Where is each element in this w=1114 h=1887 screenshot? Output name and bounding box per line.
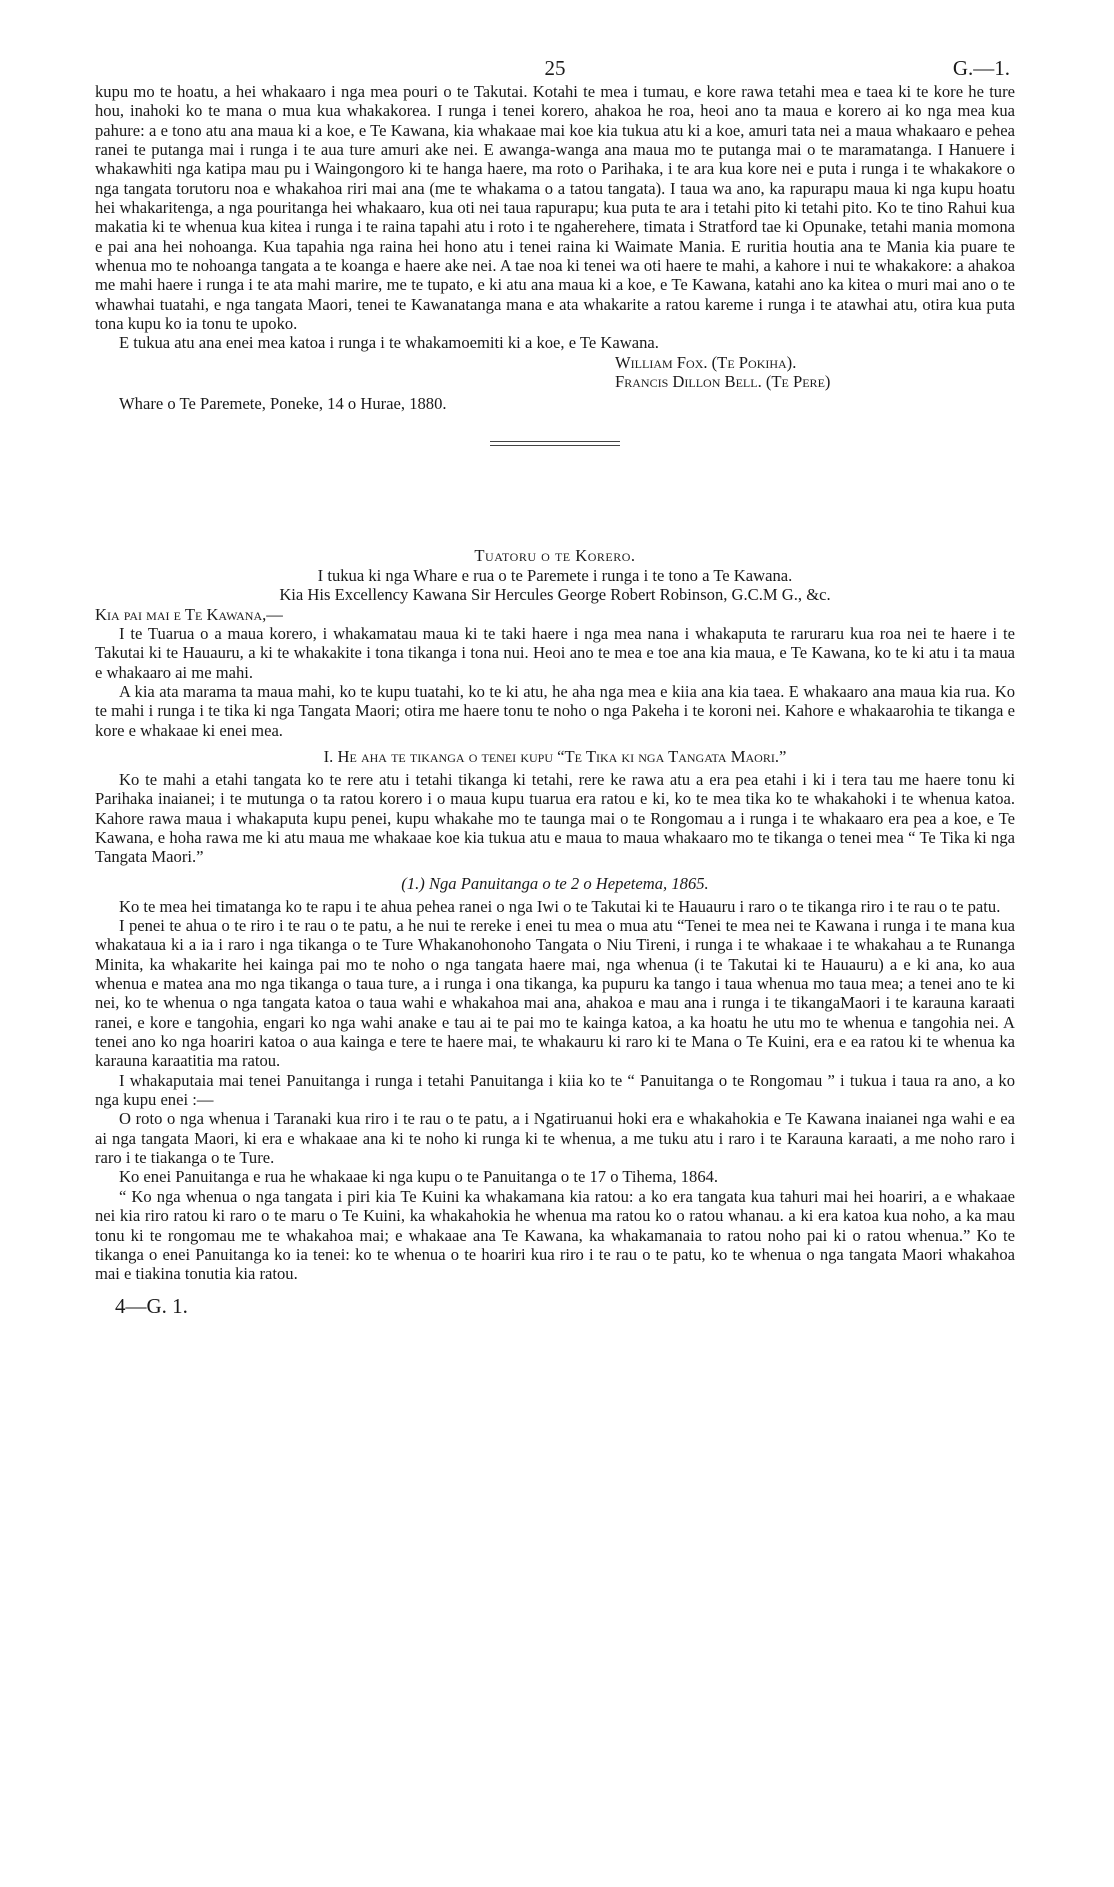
heading-2 bbox=[95, 873, 1015, 895]
place-date: Whare o Te Paremete, Poneke, 14 o Hurae, 1880. bbox=[119, 393, 447, 413]
document-code: G.—1. bbox=[952, 56, 1010, 80]
letter-paragraph-2: E tukua atu ana enei mea katoa i runga i te whakamoemiti ki a koe, e Te Kawana. bbox=[119, 333, 659, 353]
section-divider-2 bbox=[490, 445, 620, 446]
report-section bbox=[95, 546, 1015, 1284]
signature-mark: 4—G. 1. bbox=[115, 1293, 188, 1318]
page-number: 25 bbox=[544, 56, 566, 80]
report-paragraph-3: Ko te mahi a etahi tangata ko te rere atu i tetahi tikanga ki tetahi, rere ke rawa atu a era pea etahi i ki i tera tau me haere tonu ki Parihaka inaianei; i te mutunga o ta ratou korero i o maua kupu tuarua era ratou e ki, ko te mea tika ko te whakahoki i te whenua katoa. Kahore rawa maua i whakaputa kupu penei, kupu whakahe mo te taunga mai o te Rongomau a i runga i te whakaaro era pea a koe, e Te Kawana, e hoha rawa me ki atu maua me whakaae koe kia tukua atu e maua to maua whakaaro mo te tikanga o tenei mea “ Te Tika ki nga Tangata Maori.” bbox=[95, 769, 1015, 867]
section-divider bbox=[490, 441, 620, 442]
report-paragraph-6: I whakaputaia mai tenei Panuitanga i runga i tetahi Panuitanga i kiia ko te “ Panuitanga o te Rongomau ” i tukua i taua ra ano, a ko nga kupu enei :— bbox=[95, 1070, 1015, 1110]
report-subtitle: I tukua ki nga Whare e rua o te Paremete i runga i te tono a Te Kawana. bbox=[317, 565, 793, 585]
heading-2-text: (1.) Nga Panuitanga o te 2 o Hepetema, 1865. bbox=[401, 873, 709, 893]
report-paragraph-7: O roto o nga whenua i Taranaki kua riro i te rau o te patu, a i Ngatiruanui hoki era e whakahokia e Te Kawana inaianei nga wahi e ea ai nga tangata Maori, ki era e whakaae ana ki te noho ki runga ki te whenua, a me tuku atu i raro i te Karauna karaati, a me noho raro i raro i te tiakanga o te Ture. bbox=[95, 1109, 1015, 1168]
salutation: Kia pai mai e Te Kawana,— bbox=[95, 604, 283, 624]
signature-fox: William Fox. (Te Pokiha). bbox=[615, 352, 797, 372]
report-addressee: Kia His Excellency Kawana Sir Hercules George Robert Robinson, G.C.M G., &c. bbox=[279, 585, 831, 605]
document-page bbox=[95, 42, 1015, 1319]
report-paragraph-2: A kia ata marama ta maua mahi, ko te kupu tuatahi, ko te ki atu, he aha nga mea e kiia ana kia taea. E whakaaro ana maua kia rua. Ko te mahi i runga i te tika ki nga Tangata Maori; otira me haere tonu te noho o nga Pakeha i te koroni nei. Kahore e whakaarohia te tikanga e kore e whakaae ki enei mea. bbox=[95, 681, 1015, 740]
report-paragraph-1: I te Tuarua o a maua korero, i whakamatau maua ki te taki haere i nga mea nana i whakaputa te raruraru kua roa nei te haere i te Takutai ki te Hauauru, a ki te whakakite i tona tikanga i tona nui. Heoi ano te mea e toe ana kia maua, e Te Kawana, ko te ki atu i ta maua e whakaaro ai me mahi. bbox=[95, 623, 1015, 682]
report-paragraph-4: Ko te mea hei timatanga ko te rapu i te ahua pehea ranei o nga Iwi o te Takutai ki te Hauauru i raro o te tikanga riro i te rau o te patu. bbox=[119, 896, 1001, 916]
signature-bell: Francis Dillon Bell. (Te Pere) bbox=[615, 372, 831, 392]
report-paragraph-8: Ko enei Panuitanga e rua he whakaae ki nga kupu o te Panuitanga o te 17 o Tihema, 1864. bbox=[119, 1167, 719, 1187]
letter-section bbox=[95, 82, 1015, 446]
page-header bbox=[95, 42, 1015, 82]
report-title: Tuatoru o te Korero. bbox=[474, 545, 636, 565]
letter-paragraph-1: kupu mo te hoatu, a hei whakaaro i nga mea pouri o te Takutai. Kotahi te mea i tumau, e kore rawa tetahi mea e taea ki te kore he ture hou, inahoki ko te mana o mua kua whakakorea. I runga i tenei korero, ahakoa he roa, heoi ano ta maua e korero ai ko nga mea kua pahure: a e tono atu ana maua ki a koe, e Te Kawana, kia whakaae mai koe kia tukua atu ki a koe, amuri tata nei a maua whakaaro e pehea ranei te putanga mai i runga i te aua ture amuri ake nei. E awanga-wanga ana maua mo te putanga mai o te maramatanga. I Hanuere i whakawhiti nga katipa mau pu i Waingongoro ki te hanga haere, ma roto o Parihaka, i te ara kua kore nei e puta i runga i te whakakore o nga tangata torutoru noa e whakahoa riri mai ana (me te whakama o a tatou tangata). I taua wa ano, ka rapurapu maua ki nga kupu hoatu hei whakaritenga, a nga pouritanga hei whakaaro, kua oti nei taua rapurapu; kua puta te ara i tetahi pito ki tetahi pito. Ko te tino Rahui kua makatia ki te whenua kua kitea i runga i te raina tapahi atu i roto i te ngaherehere, timata i Stratford tae ki Opunake, tetahi mania momona e pai ana hei nohoanga. Kua tapahia nga raina hei hono atu i tenei raina ki Waimate Mania. E ruritia houtia ana te Mania kia puare te whenua mo te nohoanga tangata a te koanga e haere ake nei. A tae noa ki tenei wa oti haere te mahi, a kahore i nui te whakakore: a ahakoa me mahi haere i runga i te ata mahi marire, me te tupato, e ki atu ana maua ki a koe, e Te Kawana, katahi ano ka kitea o muri mai ano o te whawhai tuatahi, e nga tangata Maori, tenei te Kawanatanga mana e ata whakarite a ratou kareme i runga i te atawhai atu, otira kua puta tona kupu ko ia tonu te upoko. bbox=[95, 82, 1015, 334]
heading-1: I. He aha te tikanga o tenei kupu “Te Tika ki nga Tangata Maori.” bbox=[323, 746, 787, 766]
report-paragraph-5: I penei te ahua o te riro i te rau o te patu, a he nui te rereke i enei tu mea o mua atu “Tenei te mea nei te Kawana i runga i te mana kua whakataua ki a ia i raro i nga tikanga o te Ture Whakanohonoho Tangata o Niu Tireni, i runga i te whakaae i te whakahau a te Runanga Minita, ka whakarite hei kainga pai mo te noho o nga tangata haere mai, nga whenua (i te Takutai ki te Hauauru) a e ki ana, ko aua whenua e matea ana mo nga tikanga o taua ture, a i runga i ona tikanga, ka pupuru ka tango i taua whenua mo taua mea; a tenei ano te ki nei, ko te whenua o nga tangata katoa o taua wahi e whakahoa mai ana, ahakoa e mau ana i runga i te tikangaMaori i te karauna karaati ranei, e kore e tangohia, engari ko nga wahi anake e tau ai te pai mo te kainga katoa, a ka hoatu he utu mo te whenua e tangohia nei. A tenei ano ko nga hoariri katoa o aua kainga e tere te haere mai, te whakauru ki raro ki te Mana o Te Kuini, era e ea ratou ki te whenua ka karauna karaatitia ma ratou. bbox=[95, 916, 1015, 1071]
report-paragraph-9: “ Ko nga whenua o nga tangata i piri kia Te Kuini ka whakamana kia ratou: a ko era tangata kua tahuri mai hei hoariri, a e whakaae nei kia riro ratou ki raro o te maru o Te Kuini, ka whakahokia he whenua ma ratou ko o ratou whanau. a ki era katoa kua noho, a ka mau tonu ki te rongomau me te whakahoa mai; e whakaae ana Te Kawana, ka whakamanaia to ratou noho pai ki o ratou whenua.” Ko te tikanga o enei Panuitanga ko ia tenei: ko te whenua o te hoariri kua riro i te rau o te patu, ko te whenua o nga tangata Maori whakahoa mai e tiakina tonutia kia ratou. bbox=[95, 1186, 1015, 1284]
